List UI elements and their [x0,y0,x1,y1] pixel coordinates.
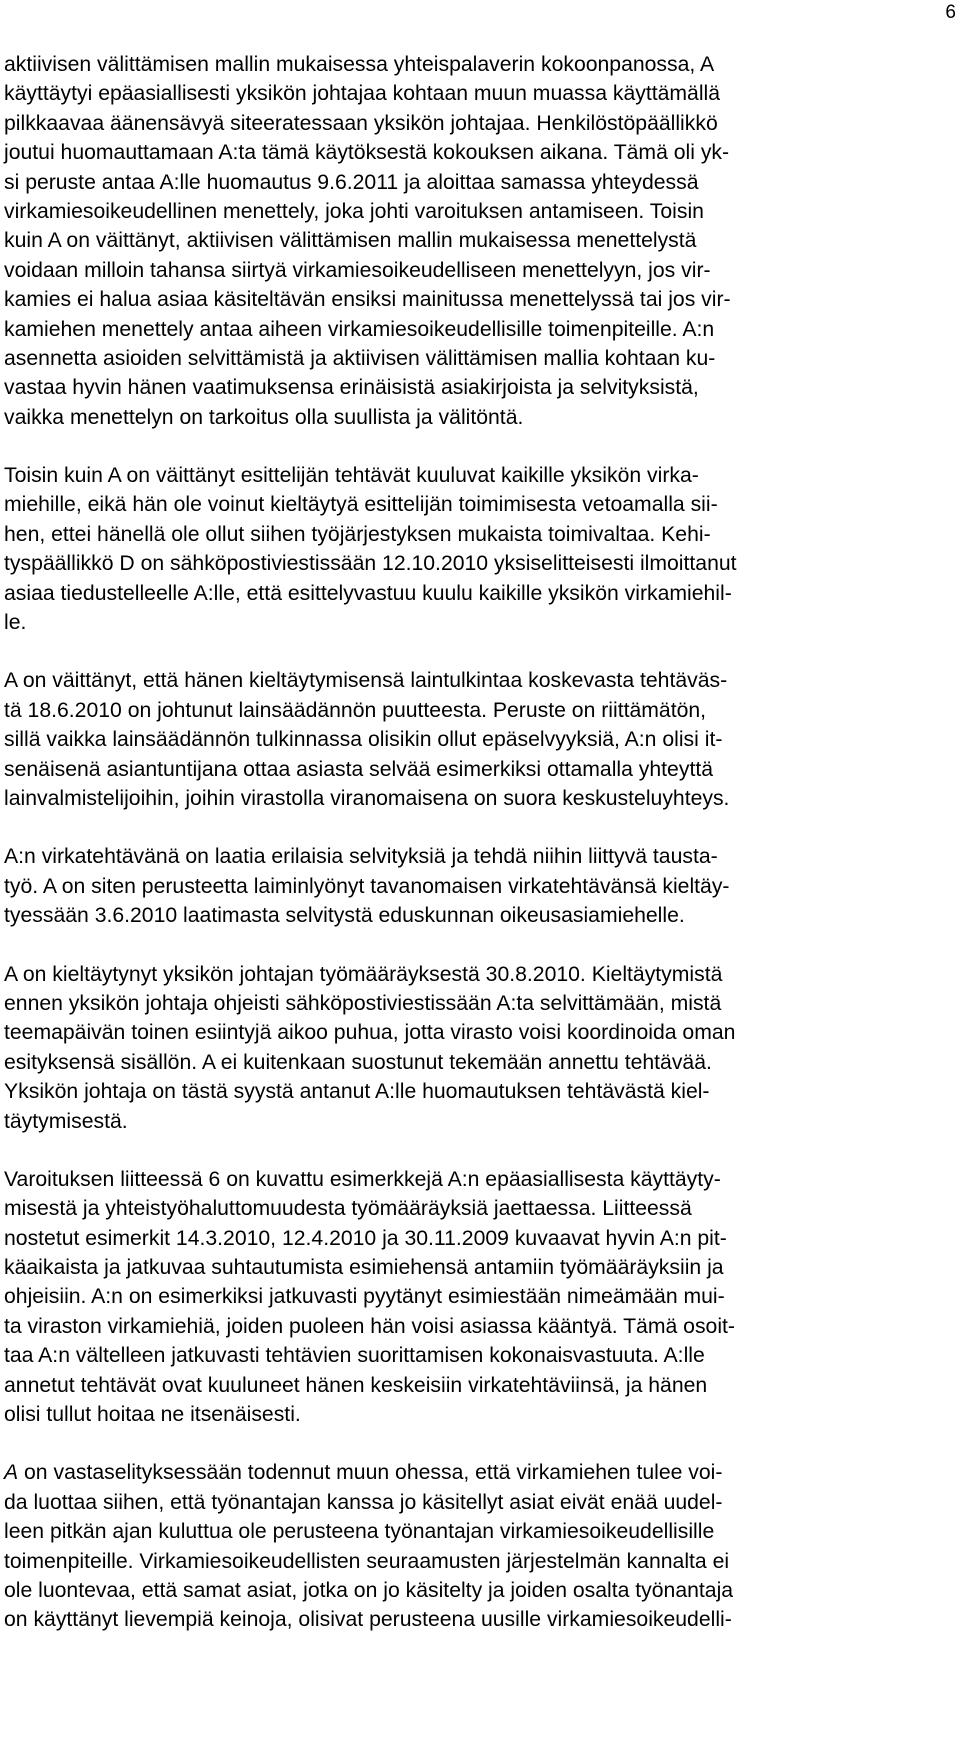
text-line: ohjeisiin. A:n on esimerkiksi jatkuvasti pyytänyt esimiestään nimeämään mui- [4,1285,725,1309]
text-line [4,1458,940,1487]
text-line: pilkkaavaa äänensävyä siteeratessaan yksikön johtajaa. Henkilöstöpäällikkö [4,111,718,135]
text-line: täytymisestä. [4,1109,128,1133]
text-line: leen pitkän ajan kuluttua ole perusteena työnantajan virkamiesoikeudellisille [4,1520,715,1544]
text-line: käyttäytyi epäasiallisesti yksikön johtajaa kohtaan muun muassa käyttämällä [4,82,721,106]
paragraph-spacer [4,931,940,960]
text-line: toimenpiteille. Virkamiesoikeudellisten seuraamusten järjestelmän kannalta ei [4,1549,730,1573]
text-line: aktiivisen välittämisen mallin mukaisessa yhteispalaverin kokoonpanossa, A [4,53,715,76]
text-line: annetut tehtävät ovat kuuluneet hänen keskeisiin virkatehtäviinsä, ja hänen [4,1373,708,1397]
text-line: A on väittänyt, että hänen kieltäytymisensä laintulkintaa koskevasta tehtäväs- [4,669,728,693]
text-line: miehille, eikä hän ole voinut kieltäytyä esittelijän toimimisesta vetoamalla sii- [4,493,718,517]
text-line: Toisin kuin A on väittänyt esittelijän tehtävät kuuluvat kaikille yksikön virka- [4,464,699,488]
text-line: sillä vaikka lainsäädännön tulkinnassa olisikin ollut epäselvyyksiä, A:n olisi it- [4,728,723,752]
text-line: nostetut esimerkit 14.3.2010, 12.4.2010 ja 30.11.2009 kuvaavat hyvin A:n pit- [4,1226,727,1250]
paragraph [4,960,940,1136]
paragraph-spacer [4,637,940,666]
paragraph [4,1458,940,1634]
text-line: senäisenä asiantuntijana ottaa asiasta selvää esimerkiksi ottamalla yhteyttä [4,757,713,781]
paragraph-spacer [4,1136,940,1165]
text-line: virkamiesoikeudellinen menettely, joka johti varoituksen antamiseen. Toisin [4,199,704,223]
text-line: tyspäällikkö D on sähköpostiviestissään 12.10.2010 yksiselitteisesti ilmoittanut [4,552,737,576]
text-line: tä 18.6.2010 on johtunut lainsäädännön puutteesta. Peruste on riittämätön, [4,698,707,722]
paragraph-spacer [4,813,940,842]
text-line: asennetta asioiden selvittämistä ja aktiivisen välittämisen mallia kohtaan ku- [4,346,716,370]
text-line: on käyttänyt lievempiä keinoja, olisivat perusteena uusille virkamiesoikeudelli- [4,1608,732,1632]
text-line: Varoituksen liitteessä 6 on kuvattu esimerkkejä A:n epäasiallisesta käyttäyty- [4,1167,721,1191]
text-line-rest: on vastaselityksessään todennut muun ohessa, että virkamiehen tulee voi- [18,1461,723,1485]
text-line: vastaa hyvin hänen vaatimuksensa erinäisistä asiakirjoista ja selvityksistä, [4,376,699,400]
text-line: ennen yksikön johtaja ohjeisti sähköpostiviestissään A:ta selvittämään, mistä [4,991,722,1015]
text-line: da luottaa siihen, että työnantajan kanssa jo käsitellyt asiat eivät enää uudel- [4,1490,723,1514]
text-line: olisi tullut hoitaa ne itsenäisesti. [4,1403,301,1427]
text-line: ta viraston virkamiehiä, joiden puoleen hän voisi asiassa kääntyä. Tämä osoit- [4,1314,735,1338]
text-line: tyessään 3.6.2010 laatimasta selvitystä eduskunnan oikeusasiamiehelle. [4,904,685,928]
text-line: misestä ja yhteistyöhaluttomuudesta työmääräyksiä jaettaessa. Liitteessä [4,1197,692,1221]
text-line: ole luontevaa, että samat asiat, jotka on jo käsitelty ja joiden osalta työnantaja [4,1578,734,1602]
text-line: Yksikön johtaja on tästä syystä antanut A:lle huomautuksen tehtävästä kiel- [4,1080,710,1104]
text-line: A:n virkatehtävänä on laatia erilaisia selvityksiä ja tehdä niihin liittyvä tausta- [4,845,718,869]
text-line: voidaan milloin tahansa siirtyä virkamiesoikeudelliseen menettelyyn, jos vir- [4,258,711,282]
text-line: teemapäivän toinen esiintyjä aikoo puhua, jotta virasto voisi koordinoida oman [4,1021,736,1045]
text-line: joutui huomauttamaan A:ta tämä käytöksestä kokouksen aikana. Tämä oli yk- [4,141,730,165]
page-number: 6 [945,2,956,23]
text-line: vaikka menettelyn on tarkoitus olla suullista ja välitöntä. [4,405,524,429]
text-line: esityksensä sisällön. A ei kuitenkaan suostunut tekemään annettu tehtävää. [4,1050,712,1074]
italic-lead-letter: A [4,1461,19,1485]
paragraph [4,842,940,930]
text-line: asiaa tiedustelleelle A:lle, että esittelyvastuu kuulu kaikille yksikön virkamiehil- [4,581,732,605]
text-line: kamies ei halua asiaa käsiteltävän ensiksi mainitussa menettelyssä tai jos vir- [4,288,731,312]
text-line: taa A:n vältelleen jatkuvasti tehtävien suorittamisen kokonaisvastuuta. A:lle [4,1344,705,1368]
text-line: A on kieltäytynyt yksikön johtajan työmääräyksestä 30.8.2010. Kieltäytymistä [4,962,723,986]
text-line: hen, ettei hänellä ole ollut siihen työjärjestyksen mukaista toimivaltaa. Kehi- [4,522,711,546]
text-line: työ. A on siten perusteetta laiminlyönyt tavanomaisen virkatehtävänsä kieltäy- [4,874,730,898]
paragraph [4,666,940,813]
text-line: kuin A on väittänyt, aktiivisen välittämisen mallin mukaisessa menettelystä [4,229,697,253]
text-line: lainvalmistelijoihin, joihin virastolla viranomaisena on suora keskusteluyhteys. [4,786,730,810]
paragraph [4,1165,940,1430]
document-body [4,50,940,1635]
paragraph-spacer [4,1429,940,1458]
text-line: kamiehen menettely antaa aiheen virkamiesoikeudellisille toimenpiteille. A:n [4,317,715,341]
text-line: si peruste antaa A:lle huomautus 9.6.2011 ja aloittaa samassa yhteydessä [4,170,699,194]
text-line: le. [4,611,27,635]
paragraph [4,50,940,432]
paragraph-spacer [4,432,940,461]
text-line: käaikaista ja jatkuvaa suhtautumista esimiehensä antamiin työmääräyksiin ja [4,1256,724,1280]
paragraph [4,461,940,637]
